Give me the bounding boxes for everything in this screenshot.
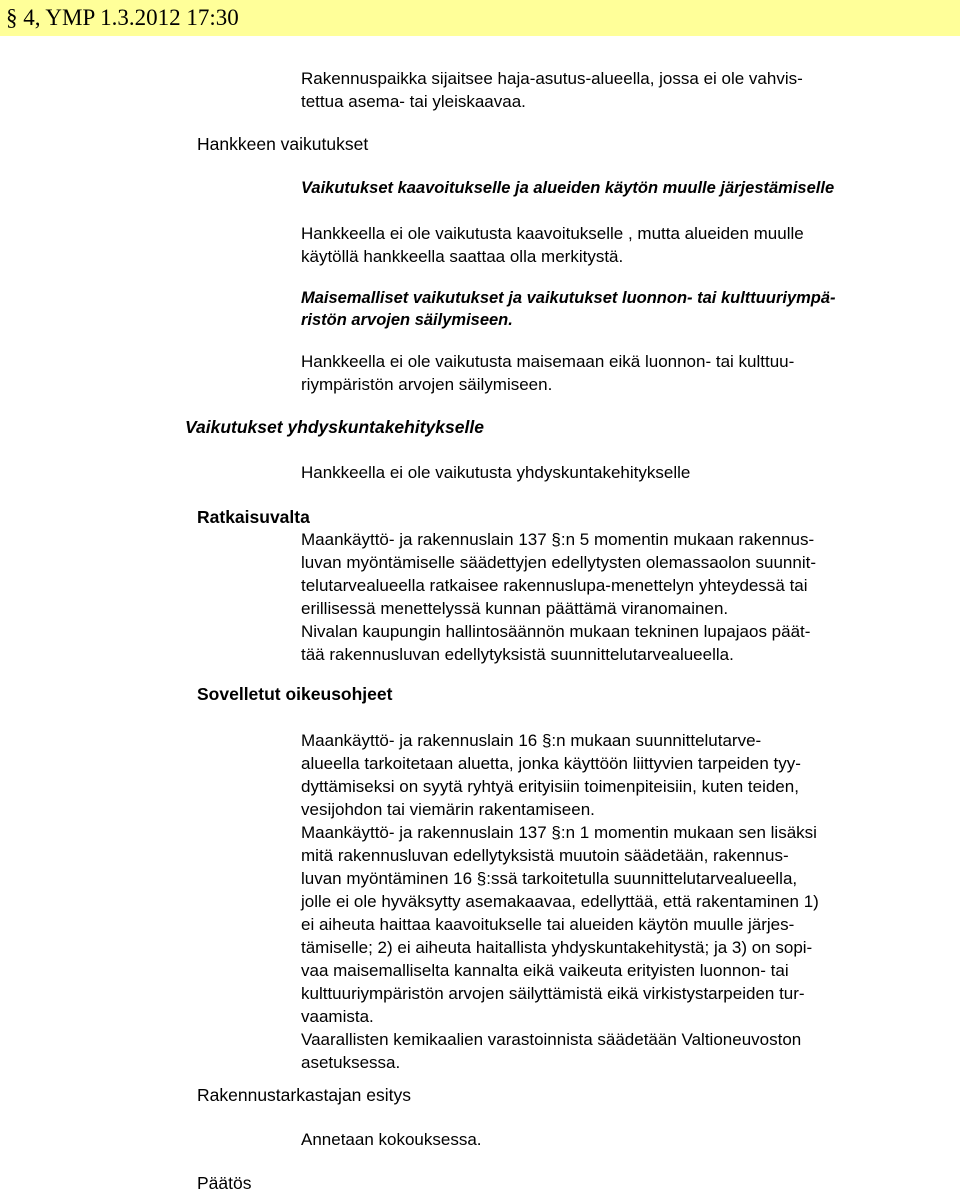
sovelletut-line: kulttuuriympäristön arvojen säilyttämistä eikä virkistystarpeiden tur-	[301, 984, 805, 1003]
intro-paragraph	[301, 67, 901, 113]
kaavoitus-line: Hankkeella ei ole vaikutusta kaavoitukselle , mutta alueiden muulle	[301, 224, 804, 243]
ratkaisuvalta-line: Nivalan kaupungin hallintosäännön mukaan tekninen lupajaos päät-	[301, 622, 811, 641]
intro-line: tettua asema- tai yleiskaavaa.	[301, 92, 526, 111]
sovelletut-line: asetuksessa.	[301, 1053, 401, 1072]
ratkaisuvalta-line: luvan myöntämiselle säädettyjen edellytysten olemassaolon suunnit-	[301, 553, 817, 572]
ratkaisuvalta-line: Maankäyttö- ja rakennuslain 137 §:n 5 momentin mukaan rakennus-	[301, 530, 815, 549]
subheading-kaavoitus: Vaikutukset kaavoitukselle ja alueiden käytön muulle järjestämiselle	[301, 179, 835, 197]
sovelletut-line: vaamista.	[301, 1007, 374, 1026]
heading-rakennustarkastajan-esitys: Rakennustarkastajan esitys	[197, 1085, 411, 1105]
heading-paatos: Päätös	[197, 1173, 252, 1193]
maisema-line: riympäristön arvojen säilymiseen.	[301, 375, 553, 394]
header-bar	[0, 0, 960, 36]
sovelletut-line: Maankäyttö- ja rakennuslain 137 §:n 1 momentin mukaan sen lisäksi	[301, 823, 817, 842]
heading-ratkaisuvalta: Ratkaisuvalta	[197, 507, 310, 527]
sovelletut-line: luvan myöntäminen 16 §:ssä tarkoitetulla suunnittelutarvealueella,	[301, 869, 798, 888]
intro-line: Rakennuspaikka sijaitsee haja-asutus-alueella, jossa ei ole vahvis-	[301, 69, 803, 88]
kaavoitus-line: käytöllä hankkeella saattaa olla merkitystä.	[301, 247, 624, 266]
ratkaisuvalta-paragraph	[301, 528, 901, 666]
esitys-paragraph: Annetaan kokouksessa.	[301, 1130, 482, 1149]
sovelletut-line: Vaarallisten kemikaalien varastoinnista säädetään Valtioneuvoston	[301, 1030, 802, 1049]
yhdyskunta-paragraph: Hankkeella ei ole vaikutusta yhdyskuntakehitykselle	[301, 463, 691, 482]
ratkaisuvalta-line: telutarvealueella ratkaisee rakennuslupa-menettelyn yhteydessä tai	[301, 576, 808, 595]
sovelletut-paragraph	[301, 729, 901, 1074]
document-header-title: § 4, YMP 1.3.2012 17:30	[6, 5, 239, 30]
heading-sovelletut-oikeusohjeet: Sovelletut oikeusohjeet	[197, 684, 393, 704]
heading-vaikutukset-yhdyskuntakehitykselle: Vaikutukset yhdyskuntakehitykselle	[185, 417, 484, 437]
sovelletut-line: mitä rakennusluvan edellytyksistä muutoin säädetään, rakennus-	[301, 846, 789, 865]
ratkaisuvalta-line: erillisessä menettelyssä kunnan päättämä viranomainen.	[301, 599, 729, 618]
subheading-maisema: Maisemalliset vaikutukset ja vaikutukset luonnon- tai kulttuuriympä- ristön arvojen säilymiseen.	[301, 289, 836, 329]
maisema-paragraph	[301, 350, 901, 396]
sovelletut-line: alueella tarkoitetaan aluetta, jonka käyttöön liittyvien tarpeiden tyy-	[301, 754, 801, 773]
sovelletut-line: dyttämiseksi on syytä ryhtyä erityisiin toimenpiteisiin, kuten teiden,	[301, 777, 799, 796]
sovelletut-line: ei aiheuta haittaa kaavoitukselle tai alueiden käytön muulle järjes-	[301, 915, 795, 934]
sovelletut-line: vesijohdon tai viemärin rakentamiseen.	[301, 800, 595, 819]
maisema-line: Hankkeella ei ole vaikutusta maisemaan eikä luonnon- tai kulttuu-	[301, 352, 795, 371]
kaavoitus-paragraph	[301, 222, 901, 268]
sovelletut-line: Maankäyttö- ja rakennuslain 16 §:n mukaan suunnittelutarve-	[301, 731, 762, 750]
ratkaisuvalta-line: tää rakennusluvan edellytyksistä suunnittelutarvealueella.	[301, 645, 734, 664]
sovelletut-line: vaa maisemalliselta kannalta eikä vaikeuta erityisten luonnon- tai	[301, 961, 789, 980]
sovelletut-line: jolle ei ole hyväksytty asemakaavaa, edellyttää, että rakentaminen 1)	[301, 892, 819, 911]
heading-hankkeen-vaikutukset: Hankkeen vaikutukset	[197, 134, 369, 154]
sovelletut-line: tämiselle; 2) ei aiheuta haitallista yhdyskuntakehitystä; ja 3) on sopi-	[301, 938, 813, 957]
